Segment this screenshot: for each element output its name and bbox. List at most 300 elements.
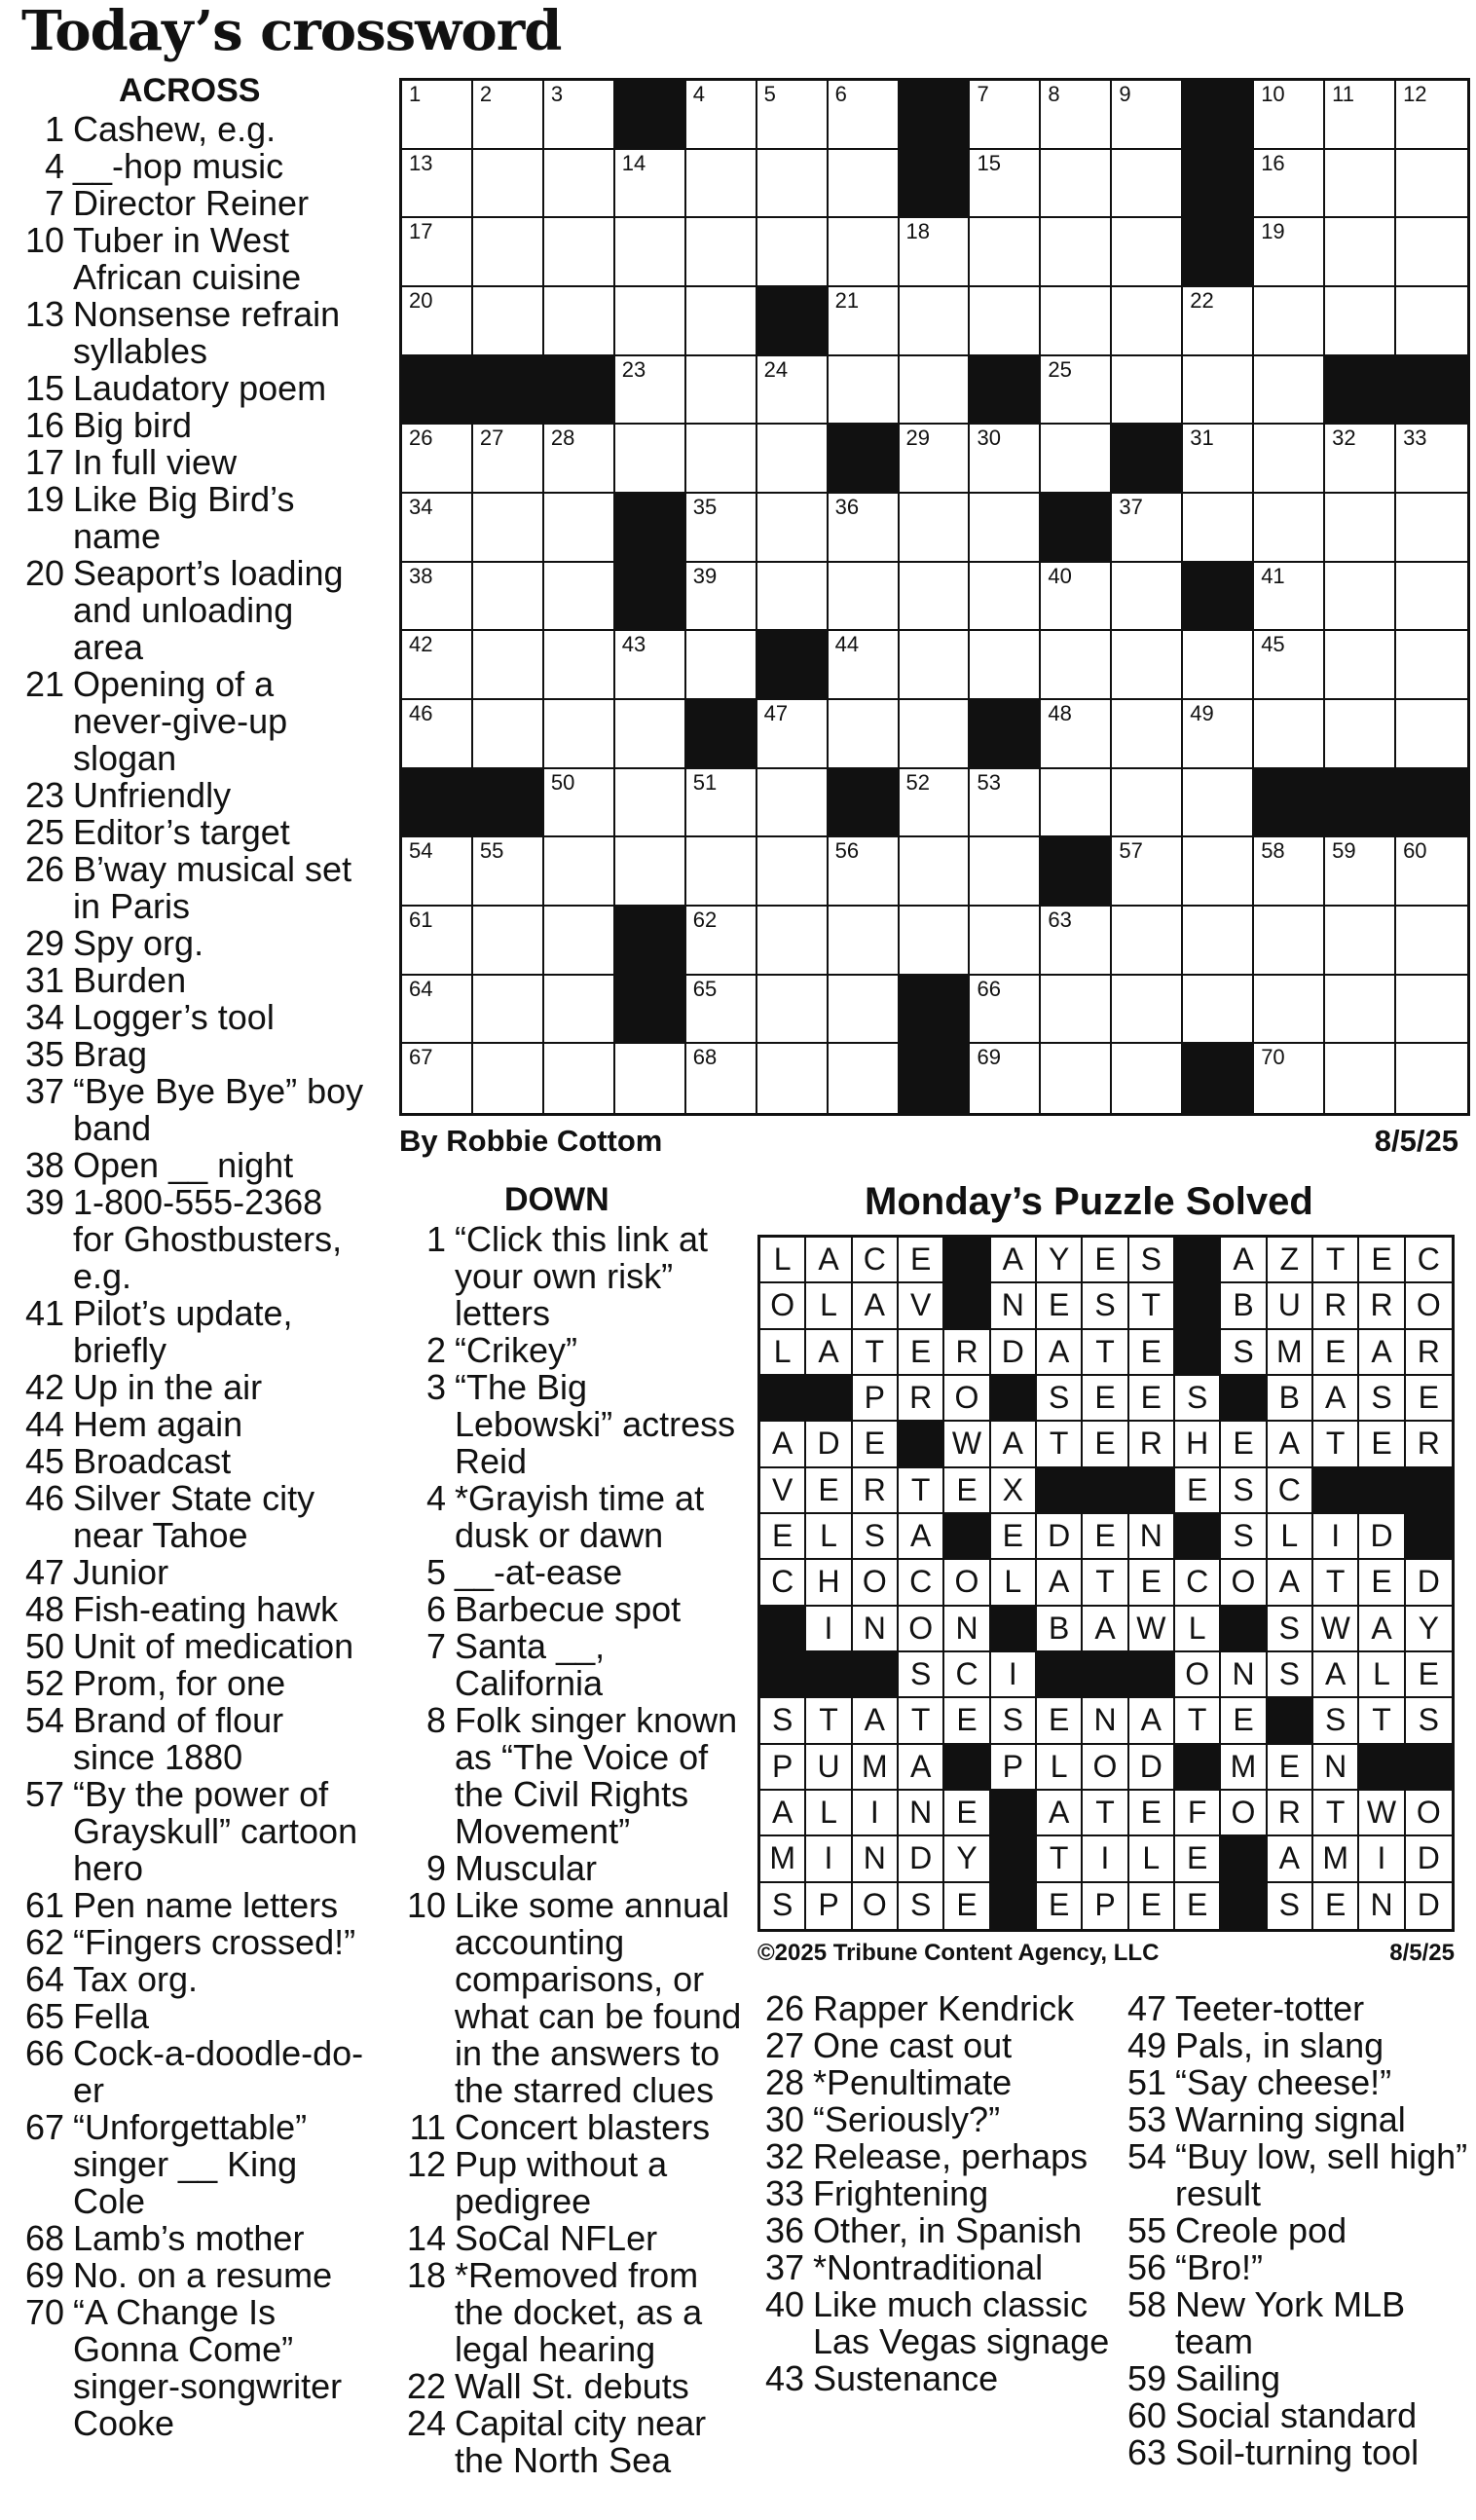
grid-cell[interactable] — [1183, 425, 1254, 494]
solution-letter: C — [1186, 1564, 1209, 1600]
grid-cell[interactable] — [829, 494, 900, 563]
grid-cell[interactable] — [1041, 287, 1112, 356]
grid-cell[interactable] — [1325, 425, 1396, 494]
grid-cell[interactable] — [829, 287, 900, 356]
solution-letter: S — [771, 1702, 793, 1738]
grid-cell[interactable] — [1396, 425, 1467, 494]
grid-cell[interactable] — [829, 1044, 900, 1113]
grid-cell[interactable] — [686, 81, 757, 150]
puzzle-grid[interactable] — [399, 78, 1470, 1116]
solution-black-square — [853, 1652, 899, 1698]
grid-cell[interactable] — [1112, 563, 1183, 632]
grid-cell[interactable] — [1112, 150, 1183, 219]
grid-cell[interactable] — [757, 1044, 829, 1113]
grid-cell[interactable] — [615, 425, 686, 494]
solution-black-square — [806, 1652, 852, 1698]
grid-cell[interactable] — [970, 150, 1041, 219]
solution-cell — [1313, 1422, 1359, 1467]
grid-cell[interactable] — [1254, 907, 1325, 976]
grid-cell[interactable] — [1041, 976, 1112, 1045]
solution-cell — [1037, 1238, 1083, 1283]
grid-cell[interactable] — [1396, 907, 1467, 976]
grid-cell[interactable] — [1254, 81, 1325, 150]
clue-item — [395, 1628, 746, 1702]
solution-black-square — [1129, 1468, 1175, 1514]
solution-letter: I — [1008, 1656, 1017, 1691]
grid-cell[interactable] — [757, 150, 829, 219]
grid-cell[interactable] — [544, 631, 615, 700]
grid-cell[interactable] — [1254, 494, 1325, 563]
grid-cell[interactable] — [1325, 81, 1396, 150]
grid-cell[interactable] — [1112, 81, 1183, 150]
grid-cell[interactable] — [757, 976, 829, 1045]
cell-number: 25 — [1048, 356, 1072, 382]
clue-text: *Removed from the docket, as a legal hearing — [455, 2255, 703, 2369]
grid-cell[interactable] — [402, 287, 473, 356]
clue-number: 3 — [425, 1367, 446, 1407]
grid-cell[interactable] — [402, 1044, 473, 1113]
solution-black-square — [1221, 1883, 1267, 1929]
solution-cell — [991, 1652, 1037, 1698]
solution-black-square — [1406, 1514, 1452, 1560]
grid-cell[interactable] — [1041, 356, 1112, 426]
solution-cell — [1037, 1607, 1083, 1652]
grid-cell[interactable] — [757, 563, 829, 632]
grid-cell[interactable] — [544, 150, 615, 219]
grid-cell[interactable] — [757, 425, 829, 494]
grid-cell[interactable] — [1254, 976, 1325, 1045]
grid-cell[interactable] — [402, 494, 473, 563]
puzzle-date: 8/5/25 — [1374, 1124, 1458, 1158]
cell-number: 65 — [692, 976, 718, 1001]
grid-cell[interactable] — [1325, 976, 1396, 1045]
solution-letter: A — [1278, 1564, 1300, 1600]
solution-letter: S — [909, 1886, 932, 1922]
grid-cell[interactable] — [900, 218, 971, 287]
clue-text: Capital city near the North Sea — [455, 2403, 707, 2480]
grid-cell[interactable] — [1183, 837, 1254, 907]
solution-cell — [944, 1330, 990, 1376]
grid-cell[interactable] — [1041, 631, 1112, 700]
grid-cell[interactable] — [829, 700, 900, 769]
grid-cell[interactable] — [473, 425, 544, 494]
grid-cell[interactable] — [900, 287, 971, 356]
grid-cell[interactable] — [544, 700, 615, 769]
grid-cell[interactable] — [615, 769, 686, 838]
grid-cell[interactable] — [900, 356, 971, 426]
grid-cell[interactable] — [1254, 563, 1325, 632]
grid-cell[interactable] — [544, 81, 615, 150]
cell-number: 62 — [692, 908, 718, 932]
grid-cell[interactable] — [615, 837, 686, 907]
grid-cell[interactable] — [1254, 425, 1325, 494]
solution-cell — [899, 1698, 944, 1744]
black-square — [1396, 769, 1467, 838]
solution-black-square — [1406, 1468, 1452, 1514]
cell-number: 46 — [409, 701, 433, 725]
grid-cell[interactable] — [757, 356, 829, 426]
grid-cell[interactable] — [900, 631, 971, 700]
solution-cell — [806, 1791, 852, 1836]
grid-cell[interactable] — [1396, 150, 1467, 219]
solution-letter: V — [909, 1287, 932, 1323]
cell-number: 39 — [692, 563, 718, 588]
solution-cell — [1221, 1330, 1267, 1376]
solution-letter: E — [1094, 1241, 1116, 1277]
grid-cell[interactable] — [970, 907, 1041, 976]
grid-cell[interactable] — [1041, 1044, 1112, 1113]
grid-cell[interactable] — [1325, 494, 1396, 563]
grid-cell[interactable] — [1254, 1044, 1325, 1113]
clue-text: “A Change Is Gonna Come” singer-songwriter Cooke — [73, 2292, 343, 2443]
grid-cell[interactable] — [1183, 356, 1254, 426]
solution-letter: B — [1278, 1380, 1300, 1415]
grid-cell[interactable] — [1396, 81, 1467, 150]
grid-cell[interactable] — [544, 218, 615, 287]
grid-cell[interactable] — [970, 837, 1041, 907]
cell-number: 68 — [692, 1045, 718, 1070]
grid-cell[interactable] — [900, 494, 971, 563]
grid-cell[interactable] — [1325, 631, 1396, 700]
solution-letter: P — [771, 1748, 793, 1784]
grid-cell[interactable] — [970, 287, 1041, 356]
cell-number: 11 — [1332, 82, 1354, 106]
solution-cell — [1406, 1238, 1452, 1283]
grid-cell[interactable] — [970, 769, 1041, 838]
solution-letter: O — [862, 1564, 887, 1600]
solution-letter: I — [1331, 1518, 1341, 1553]
grid-cell[interactable] — [1183, 494, 1254, 563]
grid-cell[interactable] — [1112, 837, 1183, 907]
cell-number: 31 — [1190, 426, 1214, 451]
solution-letter: S — [1186, 1380, 1208, 1415]
grid-cell[interactable] — [1396, 287, 1467, 356]
grid-cell[interactable] — [900, 700, 971, 769]
grid-cell[interactable] — [1112, 494, 1183, 563]
grid-cell[interactable] — [473, 494, 544, 563]
grid-cell[interactable] — [1396, 631, 1467, 700]
grid-cell[interactable] — [970, 425, 1041, 494]
clue-text: Fish-eating hawk — [73, 1589, 339, 1629]
grid-cell[interactable] — [615, 700, 686, 769]
solution-cell — [1268, 1745, 1313, 1791]
grid-cell[interactable] — [402, 976, 473, 1045]
solution-cell — [806, 1514, 852, 1560]
grid-cell[interactable] — [970, 81, 1041, 150]
grid-cell[interactable] — [757, 837, 829, 907]
grid-cell[interactable] — [686, 837, 757, 907]
grid-cell[interactable] — [544, 769, 615, 838]
grid-cell[interactable] — [757, 218, 829, 287]
grid-cell[interactable] — [686, 494, 757, 563]
solution-letter: T — [910, 1471, 931, 1507]
grid-cell[interactable] — [757, 769, 829, 838]
grid-cell[interactable] — [686, 769, 757, 838]
clue-number: 17 — [24, 442, 64, 482]
cell-number: 21 — [834, 288, 860, 313]
grid-cell[interactable] — [1112, 218, 1183, 287]
grid-cell[interactable] — [1183, 631, 1254, 700]
grid-cell[interactable] — [1183, 700, 1254, 769]
grid-cell[interactable] — [829, 907, 900, 976]
grid-cell[interactable] — [1396, 700, 1467, 769]
grid-cell[interactable] — [970, 563, 1041, 632]
solution-cell — [1313, 1283, 1359, 1329]
solution-letter: Y — [956, 1840, 978, 1876]
grid-cell[interactable] — [615, 631, 686, 700]
clue-number: 25 — [24, 812, 64, 852]
grid-cell[interactable] — [615, 287, 686, 356]
grid-cell[interactable] — [1041, 150, 1112, 219]
grid-cell[interactable] — [1254, 150, 1325, 219]
solution-black-square — [1037, 1468, 1083, 1514]
solution-cell — [1083, 1283, 1128, 1329]
grid-cell[interactable] — [402, 563, 473, 632]
grid-cell[interactable] — [402, 218, 473, 287]
grid-cell[interactable] — [1254, 287, 1325, 356]
grid-cell[interactable] — [1325, 150, 1396, 219]
grid-cell[interactable] — [1112, 769, 1183, 838]
solution-letter: S — [1233, 1333, 1254, 1369]
grid-cell[interactable] — [829, 81, 900, 150]
grid-cell[interactable] — [970, 631, 1041, 700]
solution-letter: E — [909, 1333, 932, 1369]
solution-letter: P — [1094, 1886, 1116, 1922]
grid-cell[interactable] — [1396, 837, 1467, 907]
grid-cell[interactable] — [544, 837, 615, 907]
grid-cell[interactable] — [1112, 356, 1183, 426]
grid-cell[interactable] — [829, 631, 900, 700]
grid-cell[interactable] — [615, 218, 686, 287]
solution-letter: N — [1001, 1287, 1024, 1323]
grid-cell[interactable] — [1183, 907, 1254, 976]
grid-cell[interactable] — [1112, 700, 1183, 769]
grid-cell[interactable] — [1041, 907, 1112, 976]
grid-cell[interactable] — [1041, 700, 1112, 769]
cell-number: 37 — [1119, 495, 1143, 519]
grid-cell[interactable] — [473, 1044, 544, 1113]
grid-cell[interactable] — [615, 356, 686, 426]
clue-text: One cast out — [813, 2025, 1013, 2065]
grid-cell[interactable] — [1112, 1044, 1183, 1113]
grid-cell[interactable] — [686, 976, 757, 1045]
grid-cell[interactable] — [1254, 218, 1325, 287]
grid-cell[interactable] — [757, 907, 829, 976]
grid-cell[interactable] — [473, 976, 544, 1045]
grid-cell[interactable] — [544, 494, 615, 563]
grid-cell[interactable] — [615, 1044, 686, 1113]
clue-item — [8, 814, 370, 851]
grid-cell[interactable] — [473, 150, 544, 219]
grid-cell[interactable] — [900, 907, 971, 976]
grid-cell[interactable] — [1325, 287, 1396, 356]
grid-cell[interactable] — [1041, 563, 1112, 632]
grid-cell[interactable] — [1112, 976, 1183, 1045]
grid-cell[interactable] — [544, 976, 615, 1045]
grid-cell[interactable] — [473, 287, 544, 356]
grid-cell[interactable] — [900, 837, 971, 907]
solution-letter: T — [1325, 1426, 1346, 1462]
grid-cell[interactable] — [544, 425, 615, 494]
clue-number: 26 — [764, 1988, 804, 2028]
grid-cell[interactable] — [402, 425, 473, 494]
grid-cell[interactable] — [829, 218, 900, 287]
solution-letter: P — [818, 1886, 839, 1922]
grid-cell[interactable] — [473, 700, 544, 769]
grid-cell[interactable] — [402, 631, 473, 700]
grid-cell[interactable] — [686, 907, 757, 976]
solution-cell — [1221, 1791, 1267, 1836]
grid-cell[interactable] — [402, 81, 473, 150]
grid-cell[interactable] — [1112, 287, 1183, 356]
grid-cell[interactable] — [1325, 700, 1396, 769]
grid-cell[interactable] — [1396, 494, 1467, 563]
grid-cell[interactable] — [1325, 907, 1396, 976]
grid-cell[interactable] — [473, 563, 544, 632]
solution-cell — [853, 1514, 899, 1560]
grid-cell[interactable] — [1254, 631, 1325, 700]
grid-cell[interactable] — [1041, 769, 1112, 838]
grid-cell[interactable] — [970, 218, 1041, 287]
solution-black-square — [991, 1791, 1037, 1836]
cell-number: 60 — [1403, 838, 1427, 864]
grid-cell[interactable] — [1041, 81, 1112, 150]
solution-black-square — [806, 1376, 852, 1422]
clue-number: 50 — [24, 1626, 64, 1666]
solution-letter: B — [1233, 1287, 1254, 1323]
grid-cell[interactable] — [970, 494, 1041, 563]
solution-letter: E — [956, 1795, 978, 1830]
grid-cell[interactable] — [402, 907, 473, 976]
cell-number: 56 — [834, 838, 860, 864]
grid-cell[interactable] — [1183, 976, 1254, 1045]
solution-cell — [1175, 1883, 1221, 1929]
solution-letter: E — [956, 1471, 978, 1507]
grid-cell[interactable] — [829, 837, 900, 907]
black-square — [402, 769, 473, 838]
clue-item — [8, 1628, 370, 1665]
grid-cell[interactable] — [473, 218, 544, 287]
grid-cell[interactable] — [686, 1044, 757, 1113]
grid-cell[interactable] — [544, 287, 615, 356]
grid-cell[interactable] — [757, 494, 829, 563]
solution-cell — [1221, 1560, 1267, 1606]
grid-cell[interactable] — [686, 356, 757, 426]
grid-cell[interactable] — [473, 837, 544, 907]
grid-cell[interactable] — [1396, 1044, 1467, 1113]
grid-cell[interactable] — [829, 356, 900, 426]
solution-letter: D — [1139, 1748, 1162, 1784]
grid-cell[interactable] — [829, 563, 900, 632]
grid-cell[interactable] — [686, 150, 757, 219]
grid-cell[interactable] — [1254, 837, 1325, 907]
cell-number: 2 — [479, 82, 493, 106]
grid-cell[interactable] — [544, 907, 615, 976]
clue-text: Like Big Bird’s name — [73, 479, 295, 556]
solution-cell — [1129, 1791, 1175, 1836]
grid-cell[interactable] — [686, 287, 757, 356]
solution-letter: R — [909, 1380, 933, 1415]
solution-letter: E — [1048, 1702, 1070, 1738]
grid-cell[interactable] — [473, 907, 544, 976]
cell-number: 58 — [1261, 838, 1285, 864]
grid-cell[interactable] — [829, 976, 900, 1045]
grid-cell[interactable] — [686, 563, 757, 632]
grid-cell[interactable] — [686, 218, 757, 287]
grid-cell[interactable] — [1112, 907, 1183, 976]
grid-cell[interactable] — [1396, 976, 1467, 1045]
black-square — [970, 356, 1041, 426]
grid-cell[interactable] — [402, 837, 473, 907]
grid-cell[interactable] — [615, 150, 686, 219]
grid-cell[interactable] — [1112, 631, 1183, 700]
grid-cell[interactable] — [1254, 700, 1325, 769]
clue-number: 54 — [24, 1700, 64, 1740]
grid-cell[interactable] — [1325, 218, 1396, 287]
clue-item — [8, 962, 370, 999]
grid-cell[interactable] — [1183, 287, 1254, 356]
grid-cell[interactable] — [757, 700, 829, 769]
grid-cell[interactable] — [473, 81, 544, 150]
solution-black-square — [760, 1652, 806, 1698]
clue-text: “Crikey” — [455, 1330, 577, 1370]
clue-number: 19 — [24, 479, 64, 519]
grid-cell[interactable] — [1325, 1044, 1396, 1113]
solution-cell — [760, 1468, 806, 1514]
grid-cell[interactable] — [544, 563, 615, 632]
grid-cell[interactable] — [970, 976, 1041, 1045]
grid-cell[interactable] — [900, 425, 971, 494]
solution-cell — [1129, 1560, 1175, 1606]
solution-cell — [1037, 1422, 1083, 1467]
solution-letter: A — [818, 1241, 839, 1277]
solution-cell — [1037, 1376, 1083, 1422]
solution-letter: L — [1004, 1564, 1022, 1600]
solution-letter: S — [1324, 1702, 1347, 1738]
grid-cell[interactable] — [1254, 356, 1325, 426]
grid-cell[interactable] — [686, 425, 757, 494]
grid-cell[interactable] — [829, 150, 900, 219]
grid-cell[interactable] — [1325, 837, 1396, 907]
clue-number: 7 — [44, 183, 64, 223]
grid-cell[interactable] — [402, 700, 473, 769]
grid-cell[interactable] — [686, 631, 757, 700]
grid-cell[interactable] — [1325, 563, 1396, 632]
grid-cell[interactable] — [544, 1044, 615, 1113]
clue-text: Creole pod — [1175, 2210, 1347, 2250]
clue-item — [8, 2257, 370, 2294]
cell-number: 53 — [977, 769, 1001, 795]
solution-letter: T — [819, 1702, 838, 1738]
grid-cell[interactable] — [1041, 425, 1112, 494]
grid-cell[interactable] — [1396, 563, 1467, 632]
grid-cell[interactable] — [900, 563, 971, 632]
grid-cell[interactable] — [757, 81, 829, 150]
grid-cell[interactable] — [402, 150, 473, 219]
solution-black-square — [1359, 1468, 1405, 1514]
grid-cell[interactable] — [970, 1044, 1041, 1113]
solution-letter: O — [1231, 1795, 1256, 1830]
solution-cell — [853, 1560, 899, 1606]
cell-number: 32 — [1332, 426, 1356, 451]
solution-black-square — [991, 1836, 1037, 1882]
solution-letter: E — [1140, 1886, 1162, 1922]
grid-cell[interactable] — [1041, 218, 1112, 287]
grid-cell[interactable] — [1183, 769, 1254, 838]
grid-cell[interactable] — [473, 631, 544, 700]
grid-cell[interactable] — [900, 769, 971, 838]
grid-cell[interactable] — [1396, 218, 1467, 287]
